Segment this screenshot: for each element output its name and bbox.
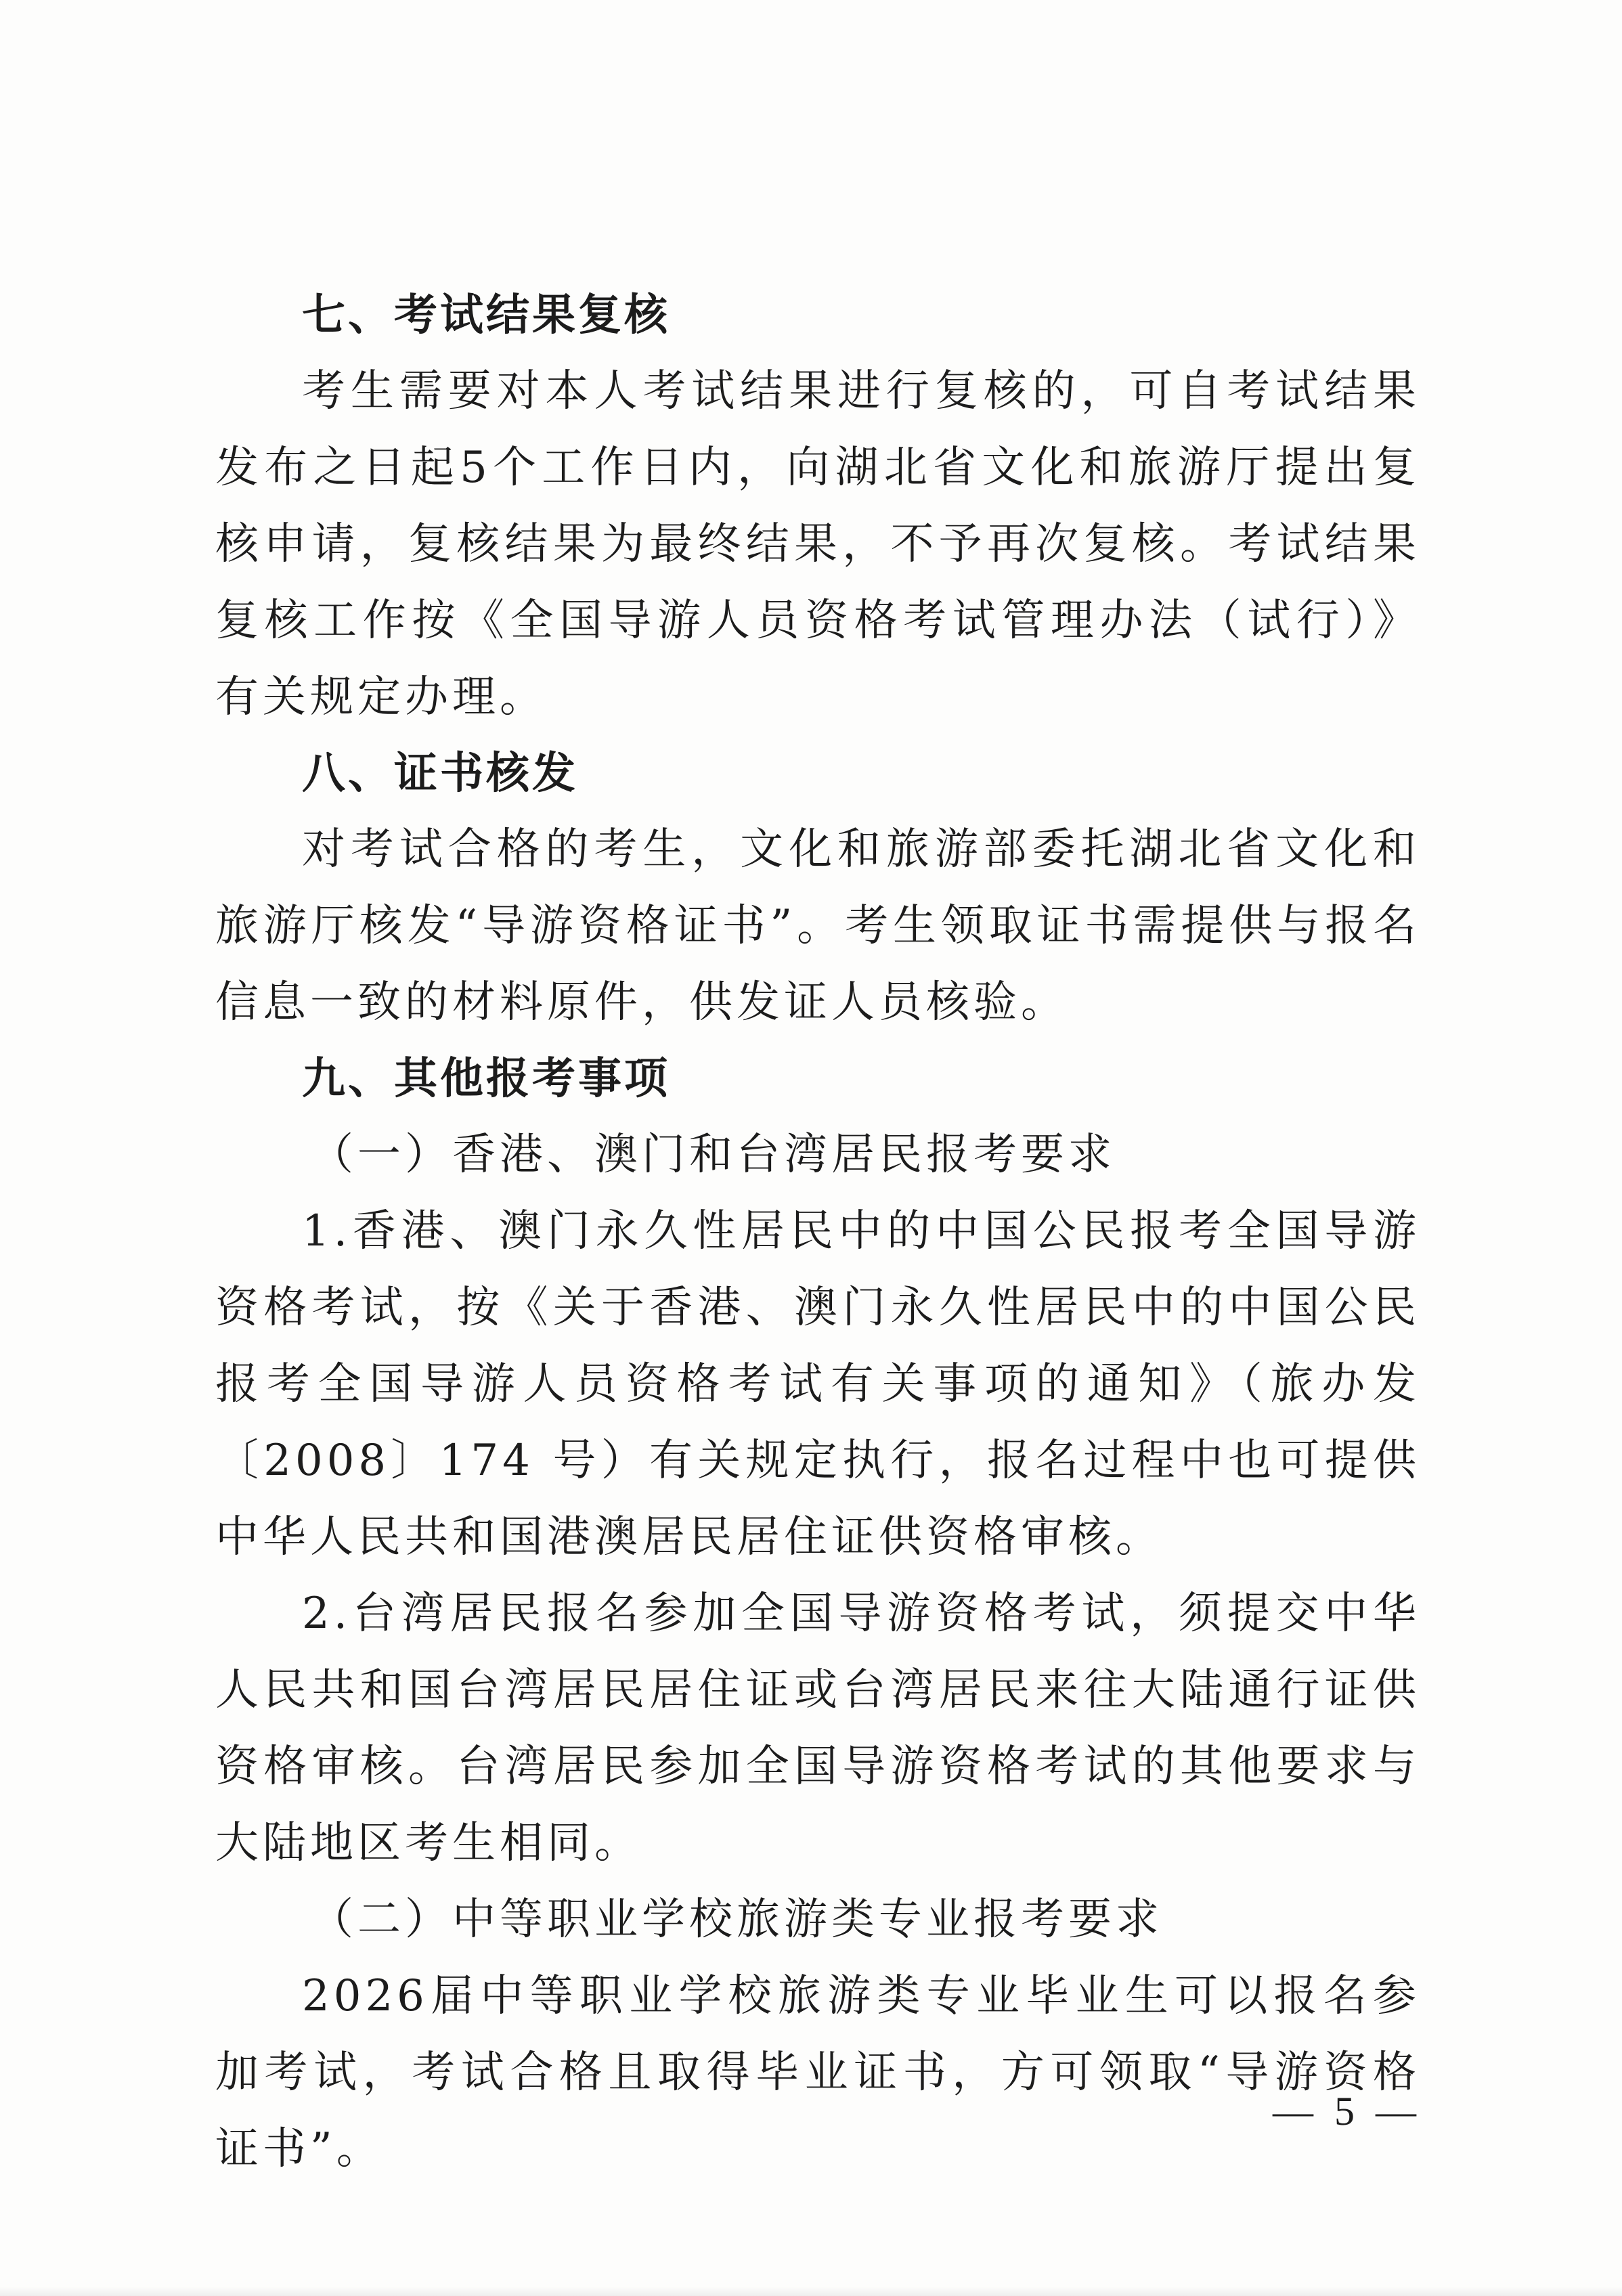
section-heading-other: 九、其他报考事项: [302, 1054, 670, 1104]
page-number: — 5 —: [1273, 2089, 1422, 2134]
scan-shadow: [0, 2287, 1622, 2296]
paragraph-taiwan: 2.台湾居民报名参加全国导游资格考试，须提交中华人民共和国台湾居民居住证或台湾居民来往大陆通行证供资格审核。台湾居民参加全国导游资格考试的其他要求与大陆地区考生相同。: [215, 1589, 1420, 1868]
paragraph-review: 考生需要对本人考试结果进行复核的，可自考试结果发布之日起5个工作日内，向湖北省文化和旅游厅提出复核申请，复核结果为最终结果，不予再次复核。考试结果复核工作按《全国导游人员资格考试管理办法（试行）》有关规定办理。: [215, 366, 1420, 722]
section-heading-certificate: 八、证书核发: [302, 749, 578, 799]
paragraph-hk-macau: 1.香港、澳门永久性居民中的中国公民报考全国导游资格考试，按《关于香港、澳门永久性居民中的中国公民报考全国导游人员资格考试有关事项的通知》（旅办发〔2008〕174 号）有关规定执行，报名过程中也可提供中华人民共和国港澳居民居住证供资格审核。: [215, 1206, 1420, 1562]
document-body: [215, 278, 1420, 2188]
subheading-hk-macau-taiwan: （一）香港、澳门和台湾居民报考要求: [310, 1130, 1116, 1180]
paragraph-certificate: 对考试合格的考生，文化和旅游部委托湖北省文化和旅游厅核发“导游资格证书”。考生领取证书需提供与报名信息一致的材料原件，供发证人员核验。: [215, 824, 1420, 1028]
section-heading-review: 七、考试结果复核: [302, 290, 670, 340]
paragraph-vocational: 2026届中等职业学校旅游类专业毕业生可以报名参加考试，考试合格且取得毕业证书，方可领取“导游资格证书”。: [215, 1971, 1420, 2174]
subheading-vocational: （二）中等职业学校旅游类专业报考要求: [310, 1895, 1163, 1945]
